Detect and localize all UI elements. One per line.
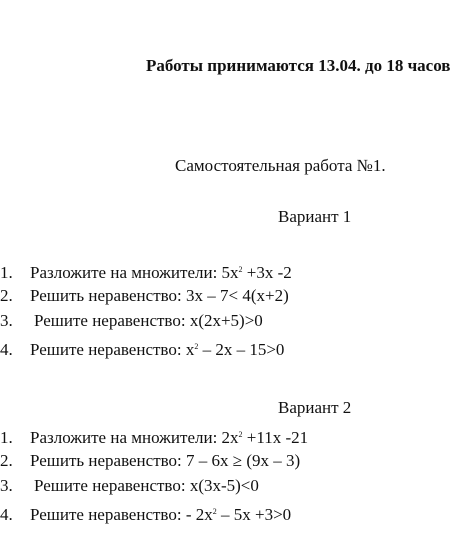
task-label: Решить неравенство: <box>30 285 187 305</box>
variant-1-task-2 <box>0 283 292 309</box>
task-expression: x <box>185 339 195 359</box>
task-number: 4. <box>0 504 13 524</box>
variant-1-task-1 <box>0 257 292 283</box>
task-expression-rest: – 2x – 15>0 <box>198 339 285 359</box>
variant-2-task-2 <box>0 448 308 474</box>
deadline-notice: Работы принимаются 13.04. до 18 часов <box>146 56 451 75</box>
task-label: Решите неравенство: <box>30 339 186 359</box>
task-number: 4. <box>0 339 13 359</box>
variant-2-heading: Вариант 2 <box>278 398 352 417</box>
variant-2-task-1 <box>0 422 308 448</box>
task-expression-rest: – 5x +3>0 <box>216 504 292 524</box>
variant-2-task-list <box>0 422 308 524</box>
task-number: 1. <box>0 428 13 447</box>
task-number: 1. <box>0 263 13 282</box>
task-expression-rest: +3x -2 <box>242 263 292 282</box>
task-label: Разложите на множители: <box>30 428 222 447</box>
task-label: Разложите на множители: <box>30 263 222 282</box>
variant-1-task-4 <box>0 334 292 360</box>
task-expression: - 2x <box>185 504 213 524</box>
task-number: 3. <box>0 476 13 495</box>
task-exponent: 2 <box>194 341 199 351</box>
task-expression-rest: +11x -21 <box>242 428 309 447</box>
task-exponent: 2 <box>238 265 243 274</box>
variant-2-task-4 <box>0 499 308 525</box>
task-exponent: 2 <box>238 430 243 439</box>
task-expression: 5x <box>221 263 239 282</box>
variant-2-task-3 <box>0 473 308 499</box>
task-number: 3. <box>0 311 13 330</box>
task-exponent: 2 <box>212 506 217 516</box>
work-title: Самостоятельная работа №1. <box>175 156 386 175</box>
task-number: 2. <box>0 285 13 305</box>
task-label: Решите неравенство: <box>30 504 186 524</box>
task-number: 2. <box>0 450 13 470</box>
task-expression: 2x <box>221 428 239 447</box>
task-label: Решить неравенство: <box>30 450 187 470</box>
task-expression: 7 – 6x ≥ (9x – 3) <box>186 450 301 470</box>
task-expression: 3x – 7< 4(x+2) <box>186 285 289 305</box>
task-expression: x(3x-5)<0 <box>189 476 259 495</box>
variant-1-task-list <box>0 257 292 359</box>
task-expression: x(2x+5)>0 <box>189 311 263 330</box>
variant-1-heading: Вариант 1 <box>278 207 352 226</box>
task-label: Решите неравенство: <box>34 476 190 495</box>
task-label: Решите неравенство: <box>34 311 190 330</box>
variant-1-task-3 <box>0 308 292 334</box>
